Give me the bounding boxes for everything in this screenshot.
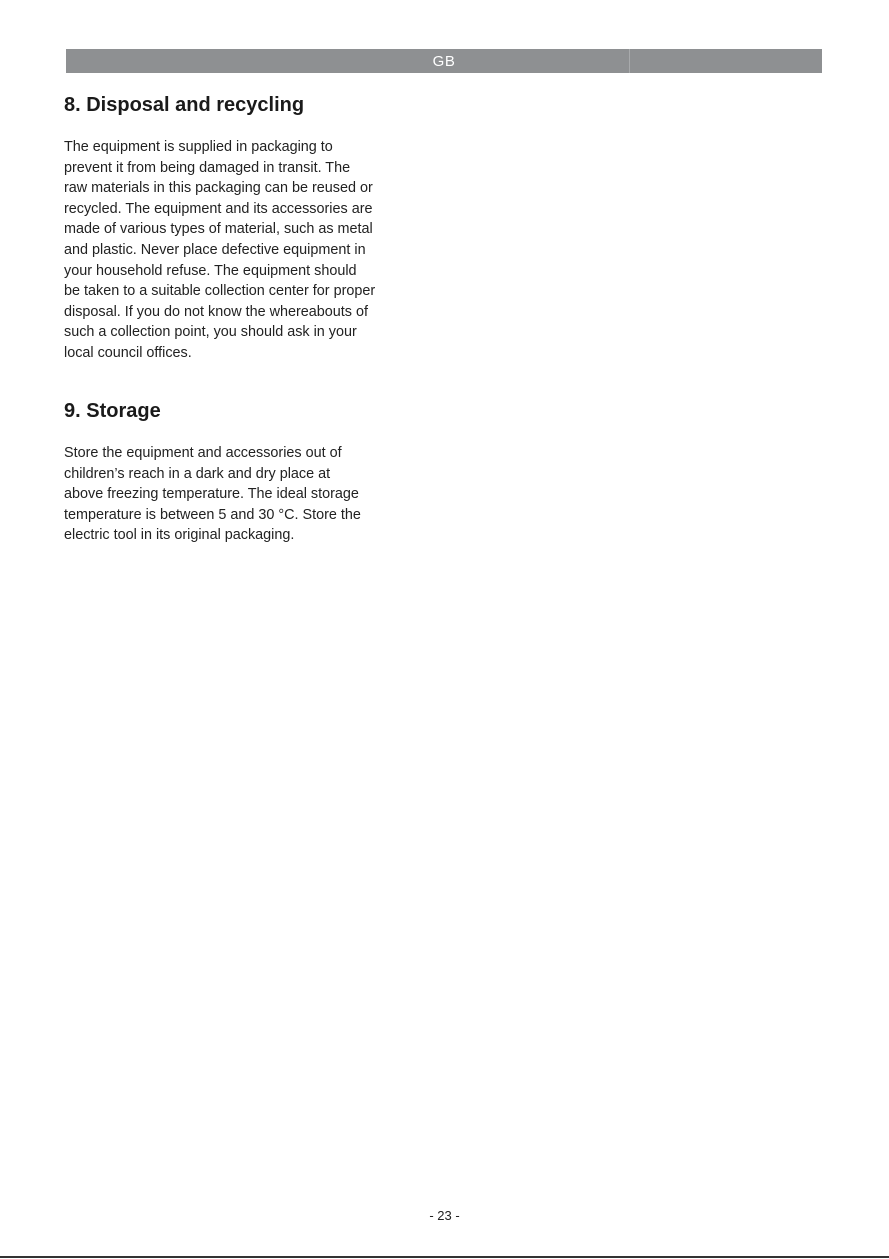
bottom-rule bbox=[0, 1256, 889, 1258]
language-header-bar bbox=[66, 49, 822, 73]
body-line: children’s reach in a dark and dry place at bbox=[64, 465, 331, 482]
body-line: your household refuse. The equipment should bbox=[64, 262, 357, 279]
section-body bbox=[64, 443, 434, 546]
body-line: made of various types of material, such as metal bbox=[64, 221, 373, 238]
body-line: prevent it from being damaged in transit. The bbox=[64, 159, 351, 176]
body-line: electric tool in its original packaging. bbox=[64, 527, 295, 544]
section-storage bbox=[64, 399, 434, 546]
section-heading: 8. Disposal and recycling bbox=[64, 94, 305, 116]
section-body bbox=[64, 137, 434, 364]
language-code: GB bbox=[432, 52, 456, 70]
body-line: The equipment is supplied in packaging to bbox=[64, 139, 333, 155]
section-heading: 9. Storage bbox=[64, 400, 161, 422]
body-line: local council offices. bbox=[64, 344, 192, 361]
body-line: recycled. The equipment and its accessories are bbox=[64, 200, 373, 217]
header-divider bbox=[629, 49, 630, 73]
page-number: - 23 - bbox=[429, 1208, 460, 1223]
body-line: and plastic. Never place defective equipment in bbox=[64, 241, 366, 258]
section-disposal-recycling bbox=[64, 93, 434, 364]
body-line: Store the equipment and accessories out of bbox=[64, 445, 342, 461]
body-line: temperature is between 5 and 30 °C. Store the bbox=[64, 506, 361, 523]
body-line: disposal. If you do not know the whereabouts of bbox=[64, 303, 368, 320]
body-line: raw materials in this packaging can be reused or bbox=[64, 180, 373, 197]
body-line: such a collection point, you should ask in your bbox=[64, 324, 357, 341]
body-line: be taken to a suitable collection center for proper bbox=[64, 283, 376, 300]
body-line: above freezing temperature. The ideal storage bbox=[64, 486, 359, 503]
